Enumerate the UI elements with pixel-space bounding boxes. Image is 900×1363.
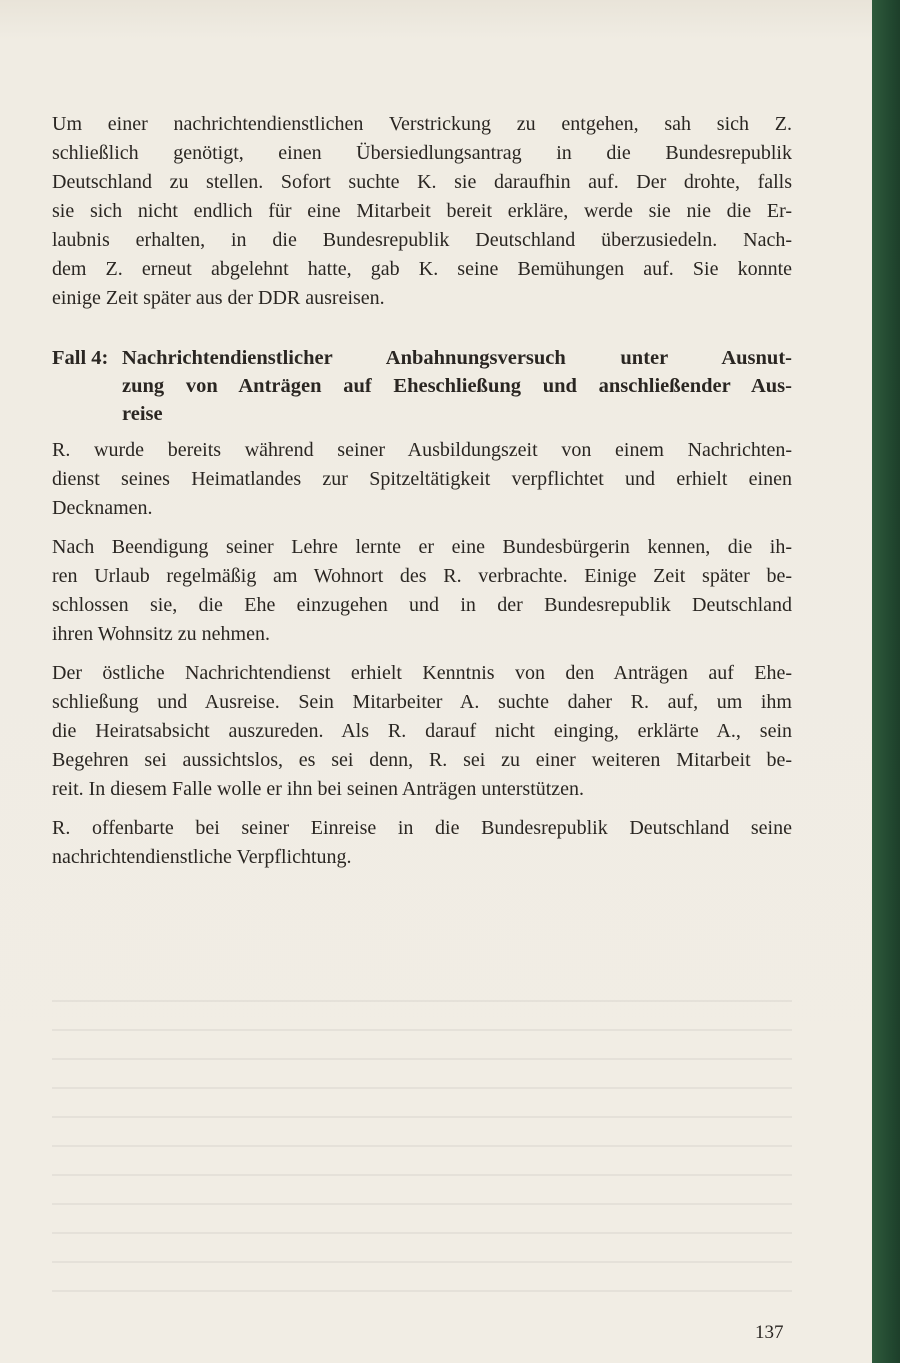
heading-line: zung von Anträgen auf Eheschließung und anschließender Aus- — [122, 375, 792, 397]
text-line: ren Urlaub regelmäßig am Wohnort des R. verbrachte. Einige Zeit später be- — [52, 565, 792, 587]
text-line: schließlich genötigt, einen Übersiedlungsantrag in die Bundesrepublik — [52, 142, 792, 164]
heading-line: Nachrichtendienstlicher Anbahnungsversuch unter Ausnut- — [122, 347, 792, 369]
text-line: R. offenbarte bei seiner Einreise in die Bundesrepublik Deutschland seine — [52, 817, 792, 839]
text-line: Decknamen. — [52, 497, 153, 519]
case-heading — [52, 344, 792, 428]
text-line: schließung und Ausreise. Sein Mitarbeiter A. suchte daher R. auf, um ihm — [52, 691, 792, 713]
show-through-text — [52, 1000, 792, 1300]
text-line: laubnis erhalten, in die Bundesrepublik Deutschland überzusiedeln. Nach- — [52, 229, 792, 251]
page-body — [52, 110, 792, 882]
paragraph-3 — [52, 533, 792, 649]
text-line: Begehren sei aussichtslos, es sei denn, R. sei zu einer weiteren Mitarbeit be- — [52, 749, 792, 771]
paragraph-5 — [52, 814, 792, 872]
case-label: Fall 4: — [52, 347, 109, 369]
text-line: nachrichtendienstliche Verpflichtung. — [52, 846, 352, 868]
case-title — [122, 344, 792, 428]
text-line: Nach Beendigung seiner Lehre lernte er eine Bundesbürgerin kennen, die ih- — [52, 536, 792, 558]
book-cover-edge — [872, 0, 900, 1363]
text-line: reit. In diesem Falle wolle er ihn bei seinen Anträgen unterstützen. — [52, 778, 585, 800]
text-line: dienst seines Heimatlandes zur Spitzeltätigkeit verpflichtet und erhielt einen — [52, 468, 792, 490]
page-number: 137 — [755, 1322, 784, 1343]
text-line: Um einer nachrichtendienstlichen Verstrickung zu entgehen, sah sich Z. — [52, 113, 792, 135]
paragraph-2 — [52, 436, 792, 523]
text-line: sie sich nicht endlich für eine Mitarbeit bereit erkläre, werde sie nie die Er- — [52, 200, 792, 222]
text-line: R. wurde bereits während seiner Ausbildungszeit von einem Nachrichten- — [52, 439, 792, 461]
text-line: dem Z. erneut abgelehnt hatte, gab K. seine Bemühungen auf. Sie konnte — [52, 258, 792, 280]
text-line: Der östliche Nachrichtendienst erhielt Kenntnis von den Anträgen auf Ehe- — [52, 662, 792, 684]
text-line: Deutschland zu stellen. Sofort suchte K. sie daraufhin auf. Der drohte, falls — [52, 171, 792, 193]
text-line: ihren Wohnsitz zu nehmen. — [52, 623, 270, 645]
paragraph-4 — [52, 659, 792, 804]
text-line: die Heiratsabsicht auszureden. Als R. darauf nicht einging, erklärte A., sein — [52, 720, 792, 742]
text-line: einige Zeit später aus der DDR ausreisen. — [52, 287, 385, 309]
heading-line: reise — [122, 403, 163, 425]
paragraph-1 — [52, 110, 792, 313]
text-line: schlossen sie, die Ehe einzugehen und in der Bundesrepublik Deutschland — [52, 594, 792, 616]
